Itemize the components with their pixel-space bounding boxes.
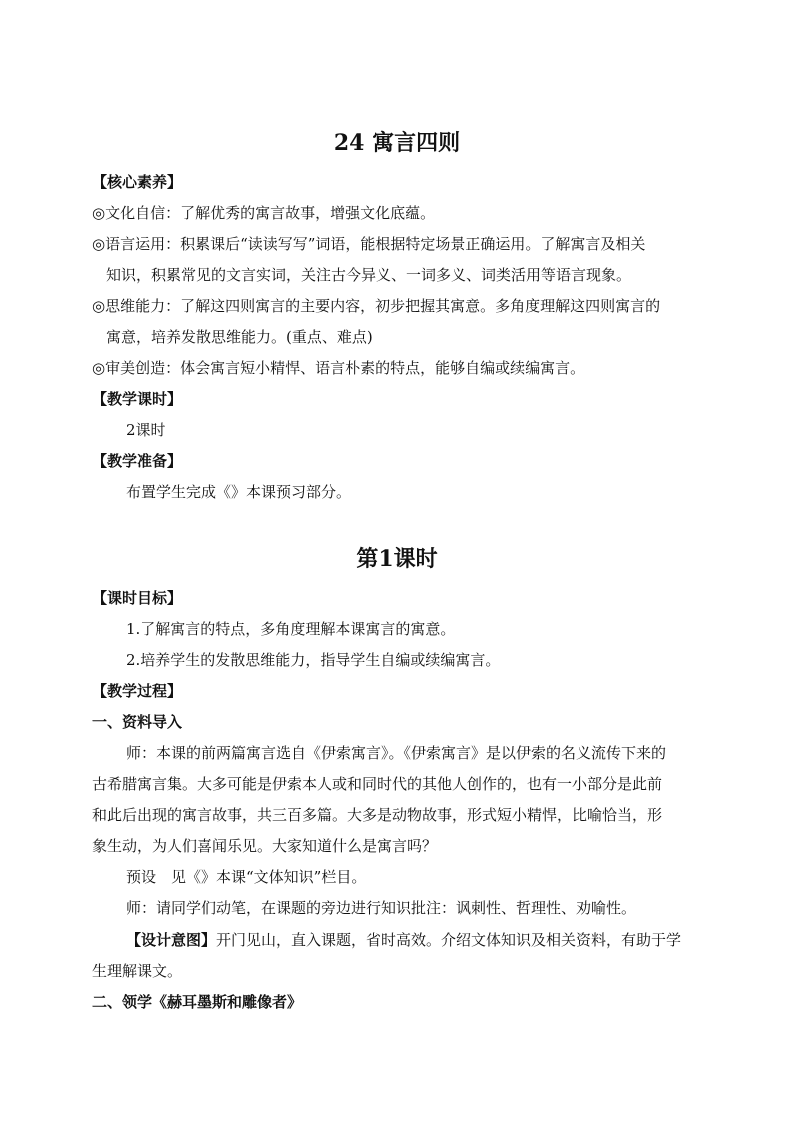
section1-heading: 一、资料导入: [92, 713, 183, 731]
core-item-aesthetic: ◎审美创造：体会寓言短小精悍、语言朴素的特点，能够自编或续编寓言。: [92, 359, 586, 377]
lesson-goals-heading: 【课时目标】: [92, 589, 183, 607]
paragraph1-line3: 和此后出现的寓言故事，共三百多篇。大多是动物故事，形式短小精悍，比喻恰当，形: [92, 806, 663, 824]
teaching-prep-heading: 【教学准备】: [92, 452, 183, 470]
section2-heading: 二、领学《赫耳墨斯和雕像者》: [92, 993, 303, 1011]
design-intent-line1: [126, 929, 746, 951]
document-title: 24 寓言四则: [333, 130, 461, 156]
core-literacy-heading: 【核心素养】: [92, 173, 183, 191]
lesson-goal-2: 2.培养学生的发散思维能力，指导学生自编或续编寓言。: [126, 651, 501, 669]
design-intent-line2: 生理解课文。: [92, 962, 183, 980]
paragraph1-line4: 象生动，为人们喜闻乐见。大家知道什么是寓言吗？: [92, 837, 438, 855]
core-item-thinking-line2: 寓意，培养发散思维能力。(重点、难点): [106, 328, 373, 346]
core-item-language-line1: ◎语言运用：积累课后“读读写写”词语，能根据特定场景正确运用。了解寓言及相关: [92, 235, 646, 253]
design-intent-text: 开门见山，直入课题，省时高效。介绍文体知识及相关资料，有助于学: [216, 931, 682, 949]
teaching-hours-heading: 【教学课时】: [92, 390, 183, 408]
teaching-prep-value: 布置学生完成《》本课预习部分。: [126, 483, 352, 501]
paragraph1-line1: 师：本课的前两篇寓言选自《伊索寓言》。《伊索寓言》是以伊索的名义流传下来的: [126, 744, 667, 762]
lesson-goal-1: 1.了解寓言的特点，多角度理解本课寓言的寓意。: [126, 620, 456, 638]
lesson1-title: 第1课时: [356, 546, 438, 572]
paragraph-annotation: 师：请同学们动笔，在课题的旁边进行知识批注：讽刺性、哲理性、劝喻性。: [126, 899, 637, 917]
paragraph1-line2: 古希腊寓言集。大多可能是伊索本人或和同时代的其他人创作的，也有一小部分是此前: [92, 775, 663, 793]
core-item-language-line2: 知识，积累常见的文言实词，关注古今异义、一词多义、词类活用等语言现象。: [106, 266, 632, 284]
design-intent-label: 【设计意图】: [126, 931, 217, 949]
paragraph-preset: 预设 见《》本课“文体知识”栏目。: [126, 868, 367, 886]
core-item-thinking-line1: ◎思维能力：了解这四则寓言的主要内容，初步把握其寓意。多角度理解这四则寓言的: [92, 297, 661, 315]
teaching-hours-value: 2课时: [126, 421, 166, 439]
teaching-process-heading: 【教学过程】: [92, 682, 183, 700]
core-item-culture: ◎文化自信：了解优秀的寓言故事，增强文化底蕴。: [92, 204, 436, 222]
